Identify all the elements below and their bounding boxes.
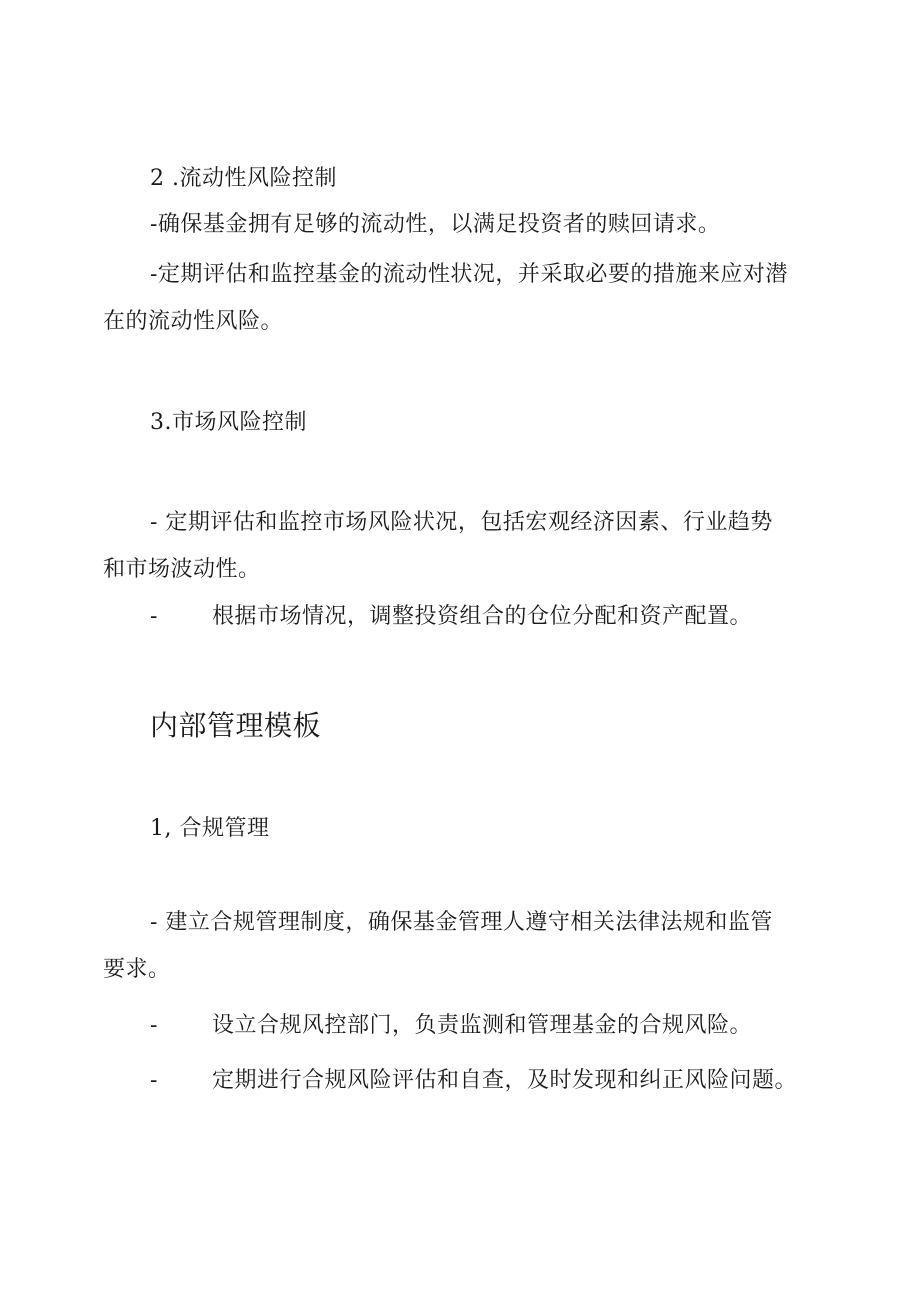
section-title-internal-management: 内部管理模板 bbox=[150, 709, 322, 742]
compliance-item-2-text: 设立合规风控部门，负责监测和管理基金的合规风险。 bbox=[212, 1013, 753, 1038]
compliance-item-3-text: 定期进行合规风险评估和自查，及时发现和纠正风险问题。 bbox=[212, 1068, 798, 1093]
liquidity-item-2: -定期评估和监控基金的流动性状况，并采取必要的措施来应对潜 bbox=[150, 262, 788, 287]
compliance-item-1: - 建立合规管理制度，确保基金管理人遵守相关法律法规和监管 bbox=[150, 910, 773, 935]
market-item-1: - 定期评估和监控市场风险状况，包括宏观经济因素、行业趋势 bbox=[150, 510, 773, 535]
liquidity-item-2-continued: 在的流动性风险。 bbox=[103, 309, 284, 334]
bullet-dash: - bbox=[150, 604, 158, 629]
compliance-item-1-continued: 要求。 bbox=[103, 957, 171, 982]
bullet-dash: - bbox=[150, 1068, 158, 1093]
section-heading-market: 3.市场风险控制 bbox=[150, 410, 307, 435]
market-item-2 bbox=[150, 602, 752, 632]
subheading-compliance: 1, 合规管理 bbox=[150, 816, 270, 841]
compliance-item-3 bbox=[150, 1066, 797, 1096]
market-item-1-continued: 和市场波动性。 bbox=[103, 557, 261, 582]
compliance-item-2 bbox=[150, 1011, 752, 1041]
market-item-2-text: 根据市场情况，调整投资组合的仓位分配和资产配置。 bbox=[212, 604, 753, 629]
bullet-dash: - bbox=[150, 1013, 158, 1038]
section-heading-liquidity: 2 .流动性风险控制 bbox=[150, 166, 337, 191]
liquidity-item-1: -确保基金拥有足够的流动性，以满足投资者的赎回请求。 bbox=[150, 212, 721, 237]
